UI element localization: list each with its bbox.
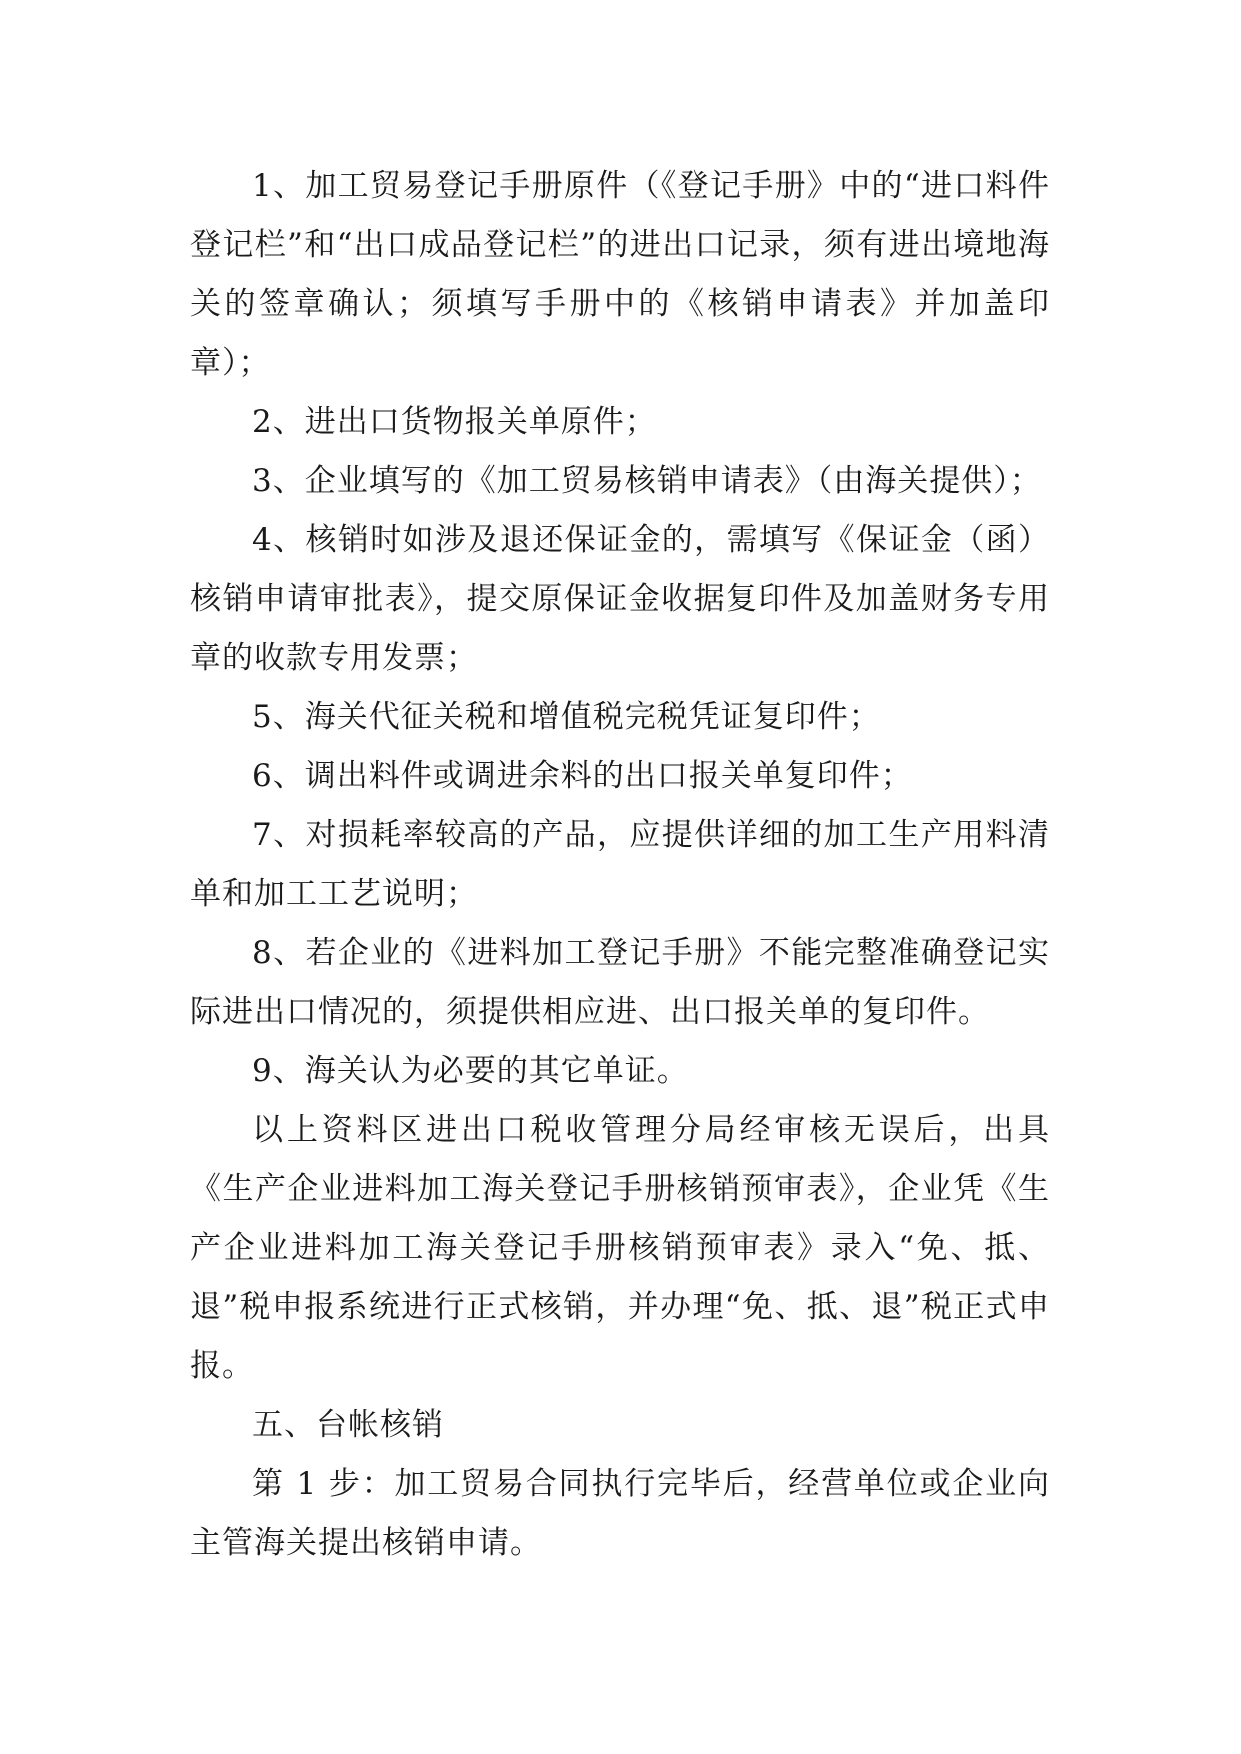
paragraph-item-9: 9、海关认为必要的其它单证。 bbox=[252, 1053, 689, 1089]
paragraph-item-7: 7、对损耗率较高的产品，应提供详细的加工生产用料清单和加工工艺说明； bbox=[190, 817, 1050, 912]
paragraph-item-3: 3、企业填写的《加工贸易核销申请表》（由海关提供）； bbox=[252, 463, 1042, 499]
step-paragraph: 第 1 步：加工贸易合同执行完毕后，经营单位或企业向主管海关提出核销申请。 bbox=[190, 1466, 1050, 1561]
paragraph-item-6: 6、调出料件或调进余料的出口报关单复印件； bbox=[252, 758, 913, 794]
paragraph-item-8: 8、若企业的《进料加工登记手册》不能完整准确登记实际进出口情况的，须提供相应进、出口报关单的复印件。 bbox=[190, 935, 1050, 1030]
paragraph-item-4: 4、核销时如涉及退还保证金的，需填写《保证金（函）核销申请审批表》，提交原保证金收据复印件及加盖财务专用章的收款专用发票； bbox=[190, 522, 1050, 676]
document-body bbox=[190, 157, 1050, 1573]
paragraph-item-1: 1、加工贸易登记手册原件（《登记手册》中的“进口料件登记栏”和“出口成品登记栏”的进出口记录，须有进出境地海关的签章确认；须填写手册中的《核销申请表》并加盖印章）； bbox=[190, 168, 1050, 381]
paragraph-item-5: 5、海关代征关税和增值税完税凭证复印件； bbox=[252, 699, 881, 735]
paragraph-item-2: 2、进出口货物报关单原件； bbox=[252, 404, 657, 440]
section-heading: 五、台帐核销 bbox=[252, 1407, 444, 1443]
summary-paragraph: 以上资料区进出口税收管理分局经审核无误后，出具《生产企业进料加工海关登记手册核销预审表》，企业凭《生产企业进料加工海关登记手册核销预审表》录入“免、抵、退”税申报系统进行正式核销，并办理“免、抵、退”税正式申报。 bbox=[190, 1112, 1050, 1384]
